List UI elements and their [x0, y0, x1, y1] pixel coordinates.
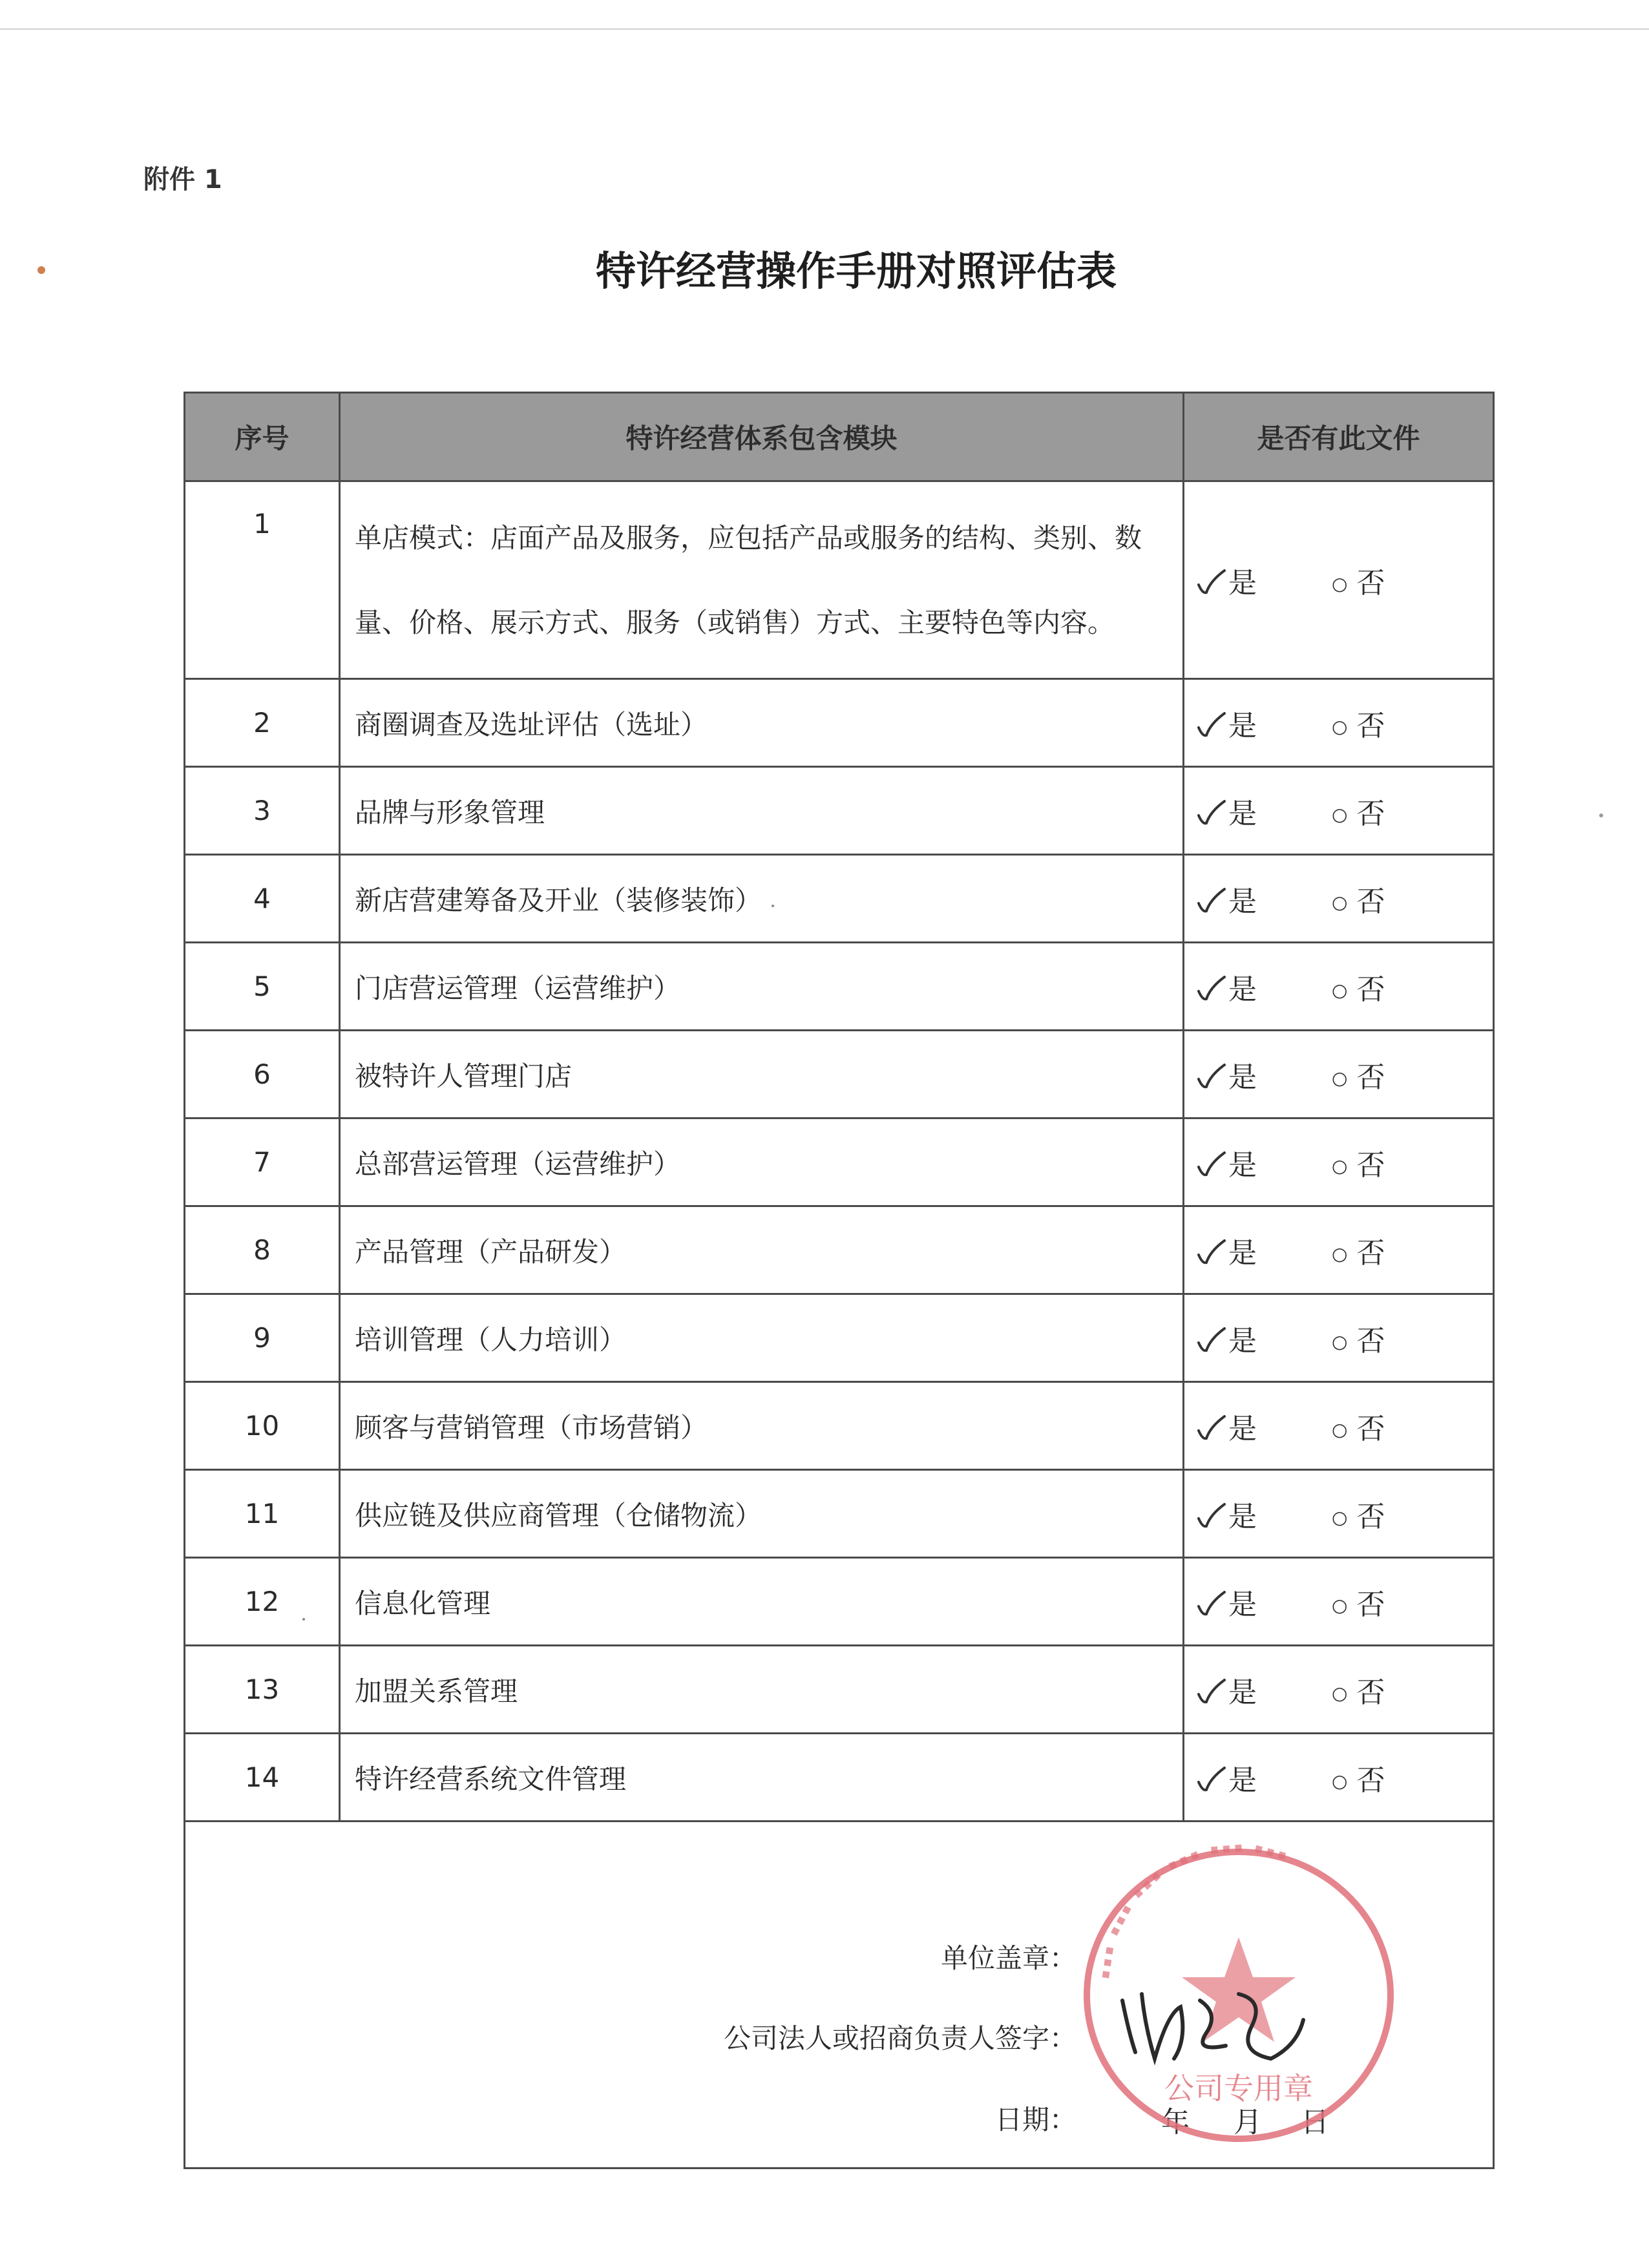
option-yes-checked[interactable] [1196, 1054, 1257, 1095]
option-yes-checked[interactable] [1196, 1669, 1257, 1710]
module-cell: 新店营建筹备及开业（装修装饰） [340, 855, 1184, 943]
option-no-label: 否 [1356, 1412, 1385, 1445]
has-file-cell [1184, 943, 1494, 1031]
empty-circle-icon: ○ [1332, 1155, 1348, 1177]
row-number: 12 [185, 1558, 340, 1646]
option-no-label: 否 [1356, 1060, 1385, 1094]
option-yes-label: 是 [1228, 797, 1257, 830]
handwritten-check-icon [1196, 1765, 1227, 1794]
module-cell: 产品管理（产品研发） [340, 1206, 1184, 1294]
handwritten-check-icon [1196, 711, 1227, 739]
row-number: 1 [185, 481, 340, 679]
empty-circle-icon: ○ [1332, 572, 1348, 594]
table-row [185, 943, 1494, 1031]
option-yes-checked[interactable] [1196, 1142, 1257, 1183]
module-cell: 被特许人管理门店 [340, 1031, 1184, 1118]
row-number: 11 [185, 1470, 340, 1558]
empty-circle-icon: ○ [1332, 715, 1348, 737]
empty-circle-icon: ○ [1332, 1243, 1348, 1265]
module-cell: 信息化管理 [340, 1558, 1184, 1646]
option-yes-label: 是 [1228, 1148, 1257, 1182]
module-cell: 品牌与形象管理 [340, 767, 1184, 855]
table-row [185, 855, 1494, 943]
row-number: 5 [185, 943, 340, 1031]
row-number: 4 [185, 855, 340, 943]
option-no-label: 否 [1356, 1324, 1385, 1358]
option-no-label: 否 [1356, 1763, 1385, 1797]
option-no-label: 否 [1356, 1675, 1385, 1709]
option-yes-checked[interactable] [1196, 790, 1257, 832]
handwritten-check-icon [1196, 1677, 1227, 1706]
option-no[interactable] [1332, 878, 1385, 919]
option-yes-label: 是 [1228, 1763, 1257, 1797]
handwritten-check-icon [1196, 1150, 1227, 1179]
header-module: 特许经营体系包含模块 [340, 393, 1184, 481]
option-no-label: 否 [1356, 1588, 1385, 1621]
row-number: 2 [185, 679, 340, 767]
option-yes-checked[interactable] [1196, 1405, 1257, 1447]
option-yes-label: 是 [1228, 1675, 1257, 1709]
handwritten-check-icon [1196, 799, 1227, 827]
handwritten-check-icon [1196, 1326, 1227, 1354]
option-no[interactable] [1332, 1757, 1385, 1798]
option-no-label: 否 [1356, 566, 1385, 600]
option-yes-checked[interactable] [1196, 1230, 1257, 1271]
option-no-label: 否 [1356, 709, 1385, 742]
row-number: 13 [185, 1646, 340, 1734]
handwritten-check-icon [1196, 1238, 1227, 1266]
option-yes-label: 是 [1228, 566, 1257, 600]
option-yes-label: 是 [1228, 1412, 1257, 1445]
date-label: 日期： [994, 2104, 1077, 2136]
has-file-cell [1184, 679, 1494, 767]
table-row [185, 679, 1494, 767]
option-no-label: 否 [1356, 885, 1385, 918]
has-file-cell [1184, 1382, 1494, 1470]
empty-circle-icon: ○ [1332, 979, 1348, 1001]
svg-text:⋯⋯⋯⋯⋯⋯: ⋯⋯⋯⋯⋯⋯ [1085, 1840, 1297, 1984]
handwritten-check-icon [1196, 974, 1227, 1003]
table-row [185, 1646, 1494, 1734]
has-file-cell [1184, 855, 1494, 943]
option-yes-checked[interactable] [1196, 878, 1257, 919]
table-row [185, 1294, 1494, 1382]
date-year: 年 [1161, 2106, 1190, 2139]
option-yes-label: 是 [1228, 1588, 1257, 1621]
table-header-row [185, 393, 1494, 481]
row-number: 8 [185, 1206, 340, 1294]
option-yes-checked[interactable] [1196, 1493, 1257, 1535]
header-has-file: 是否有此文件 [1184, 393, 1494, 481]
empty-circle-icon: ○ [1332, 803, 1348, 825]
module-cell: 培训管理（人力培训） [340, 1294, 1184, 1382]
has-file-cell [1184, 1734, 1494, 1822]
date-month: 月 [1234, 2106, 1262, 2139]
date-day: 日 [1301, 2106, 1329, 2139]
table-row [185, 1031, 1494, 1118]
has-file-cell [1184, 1470, 1494, 1558]
signoff-cell [185, 1822, 1494, 2168]
module-line: 单店模式：店面产品及服务，应包括产品或服务的结构、类别、数 [355, 521, 1142, 554]
option-yes-label: 是 [1228, 709, 1257, 742]
evaluation-table [184, 392, 1495, 2169]
empty-circle-icon: ○ [1332, 1594, 1348, 1616]
has-file-cell [1184, 1646, 1494, 1734]
option-no-label: 否 [1356, 1236, 1385, 1270]
module-cell: 总部营运管理（运营维护） [340, 1118, 1184, 1206]
handwritten-check-icon [1196, 887, 1227, 915]
option-no[interactable] [1332, 1142, 1385, 1183]
seal-text: 公司专用章 [1164, 2071, 1313, 2106]
signoff-row [185, 1822, 1494, 2168]
module-line: 量、价格、展示方式、服务（或销售）方式、主要特色等内容。 [355, 606, 1115, 638]
module-cell [340, 481, 1184, 679]
empty-circle-icon: ○ [1332, 1770, 1348, 1792]
option-no-label: 否 [1356, 972, 1385, 1006]
signer-label: 公司法人或招商负责人签字： [723, 2022, 1077, 2054]
document-title: 特许经营操作手册对照评估表 [595, 247, 1117, 295]
empty-circle-icon: ○ [1332, 1682, 1348, 1704]
option-yes-label: 是 [1228, 972, 1257, 1006]
has-file-cell [1184, 1206, 1494, 1294]
option-yes-label: 是 [1228, 1236, 1257, 1270]
option-no[interactable] [1332, 1405, 1385, 1447]
has-file-cell [1184, 1558, 1494, 1646]
option-yes-label: 是 [1228, 1324, 1257, 1358]
row-number: 6 [185, 1031, 340, 1118]
row-number: 10 [185, 1382, 340, 1470]
module-cell: 特许经营系统文件管理 [340, 1734, 1184, 1822]
scan-edge-line [0, 28, 1649, 30]
has-file-cell [1184, 1294, 1494, 1382]
option-yes-checked[interactable] [1196, 560, 1257, 601]
handwritten-signature [1109, 1975, 1316, 2078]
option-yes-checked[interactable] [1196, 702, 1257, 744]
option-yes-label: 是 [1228, 1500, 1257, 1533]
empty-circle-icon: ○ [1332, 891, 1348, 913]
option-yes-label: 是 [1228, 885, 1257, 918]
handwritten-check-icon [1196, 1414, 1227, 1442]
table-row [185, 767, 1494, 855]
option-no[interactable] [1332, 702, 1385, 744]
option-no[interactable] [1332, 1493, 1385, 1535]
module-cell: 商圈调查及选址评估（选址） [340, 679, 1184, 767]
module-cell: 加盟关系管理 [340, 1646, 1184, 1734]
option-no[interactable] [1332, 1669, 1385, 1710]
has-file-cell [1184, 481, 1494, 679]
seal-label: 单位盖章： [940, 1942, 1077, 1974]
handwritten-check-icon [1196, 568, 1227, 596]
option-no[interactable] [1332, 1318, 1385, 1359]
table-row [185, 1558, 1494, 1646]
module-cell: 供应链及供应商管理（仓储物流） [340, 1470, 1184, 1558]
attachment-label: 附件 1 [143, 165, 222, 194]
row-number: 3 [185, 767, 340, 855]
table-row [185, 1206, 1494, 1294]
table-row [185, 1382, 1494, 1470]
handwritten-check-icon [1196, 1590, 1227, 1618]
option-no[interactable] [1332, 1230, 1385, 1271]
option-yes-checked[interactable] [1196, 1757, 1257, 1798]
table-row [185, 1470, 1494, 1558]
option-yes-checked[interactable] [1196, 966, 1257, 1007]
has-file-cell [1184, 1118, 1494, 1206]
has-file-cell [1184, 1031, 1494, 1118]
row-number: 7 [185, 1118, 340, 1206]
has-file-cell [1184, 767, 1494, 855]
empty-circle-icon: ○ [1332, 1506, 1348, 1528]
table-row [185, 1118, 1494, 1206]
option-no[interactable] [1332, 790, 1385, 832]
option-no[interactable] [1332, 966, 1385, 1007]
header-no: 序号 [185, 393, 340, 481]
option-no-label: 否 [1356, 1148, 1385, 1182]
empty-circle-icon: ○ [1332, 1067, 1348, 1089]
empty-circle-icon: ○ [1332, 1418, 1348, 1440]
row-number: 14 [185, 1734, 340, 1822]
option-no[interactable] [1332, 1581, 1385, 1622]
option-no[interactable] [1332, 1054, 1385, 1095]
table-row [185, 1734, 1494, 1822]
table-row [185, 481, 1494, 679]
handwritten-check-icon [1196, 1062, 1227, 1091]
empty-circle-icon: ○ [1332, 1330, 1348, 1352]
option-no-label: 否 [1356, 797, 1385, 830]
handwritten-check-icon [1196, 1502, 1227, 1530]
row-number: 9 [185, 1294, 340, 1382]
option-yes-checked[interactable] [1196, 1581, 1257, 1622]
option-no-label: 否 [1356, 1500, 1385, 1533]
module-cell: 顾客与营销管理（市场营销） [340, 1382, 1184, 1470]
option-yes-label: 是 [1228, 1060, 1257, 1094]
option-no[interactable] [1332, 560, 1385, 601]
module-cell: 门店营运管理（运营维护） [340, 943, 1184, 1031]
option-yes-checked[interactable] [1196, 1318, 1257, 1359]
